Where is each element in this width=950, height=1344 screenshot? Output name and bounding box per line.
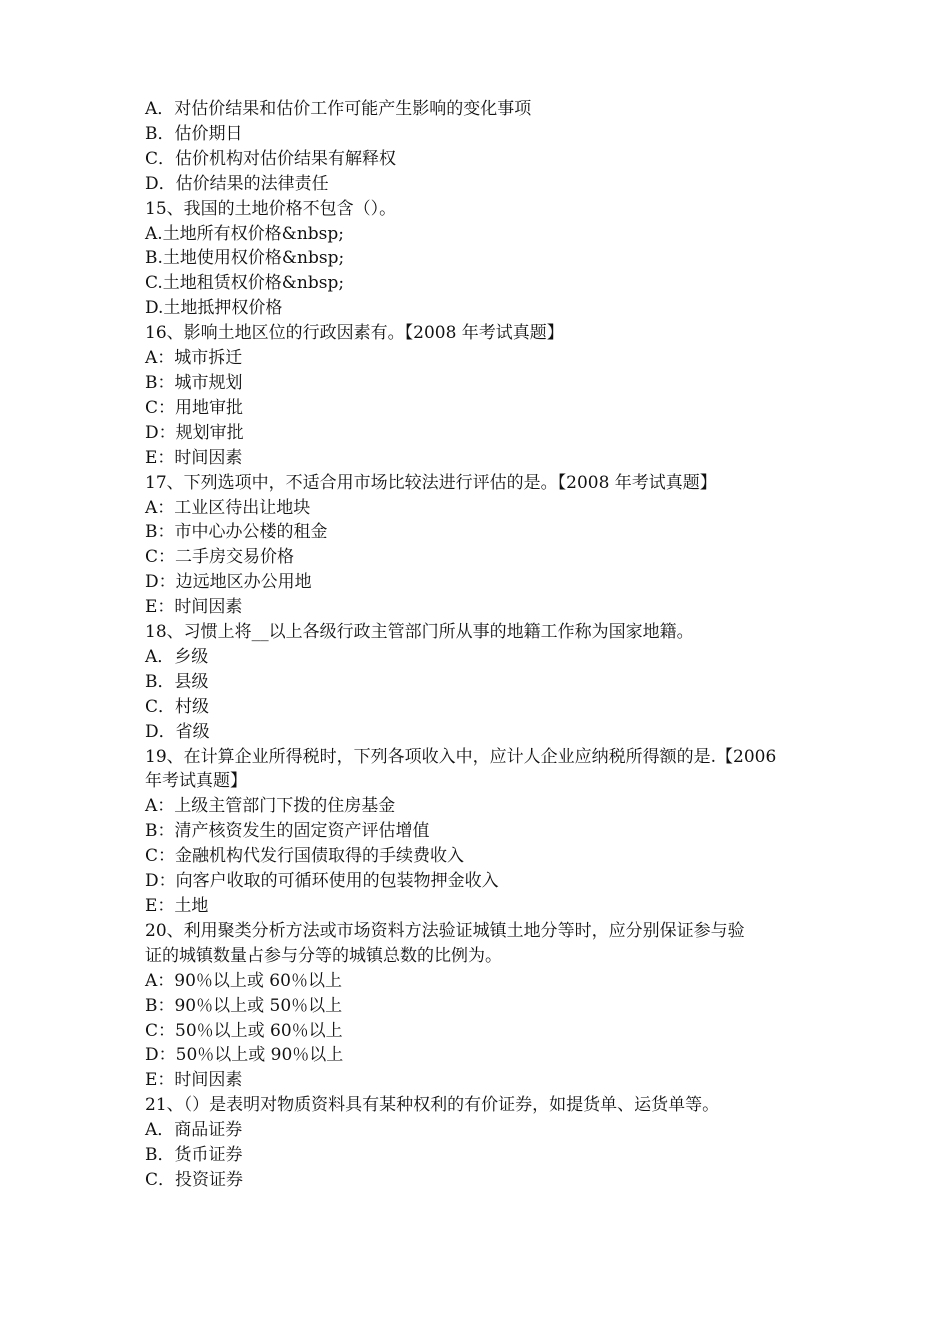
option-line: A：上级主管部门下拨的住房基金	[145, 796, 396, 817]
option-line: C：用地审批	[145, 397, 244, 418]
option-line: D.土地抵押权价格	[145, 298, 283, 319]
option-line: C：50％以上或 60％以上	[145, 1020, 343, 1041]
option-line: B：90％以上或 50％以上	[145, 995, 343, 1016]
option-line: A：工业区待出让地块	[145, 497, 311, 518]
option-line: B．货币证券	[145, 1145, 243, 1166]
option-line: E：时间因素	[145, 597, 243, 618]
option-line: E：土地	[145, 896, 209, 916]
option-line: C．村级	[145, 696, 210, 717]
option-line: A．商品证券	[145, 1120, 243, 1141]
option-line: A：90％以上或 60％以上	[145, 970, 342, 991]
question-20: 20、利用聚类分析方法或市场资料方法验证城镇土地分等时，应分别保证参与验	[145, 920, 745, 941]
question-19: 19、在计算企业所得税时，下列各项收入中，应计人企业应纳税所得额的是.【2006	[145, 746, 777, 767]
option-line: B．县级	[145, 671, 209, 692]
option-line: A．对估价结果和估价工作可能产生影响的变化事项	[145, 99, 532, 119]
option-line: A．乡级	[145, 646, 209, 667]
option-line: A.土地所有权价格&nbsp;	[145, 223, 344, 244]
option-line: B．估价期日	[145, 123, 243, 144]
option-line: C：金融机构代发行国债取得的手续费收入	[145, 846, 465, 867]
question-16: 16、影响土地区位的行政因素有。【2008 年考试真题】	[145, 323, 564, 344]
option-line: C．估价机构对估价结果有解释权	[145, 148, 397, 169]
question-18: 18、习惯上将__以上各级行政主管部门所从事的地籍工作称为国家地籍。	[145, 622, 694, 643]
option-line: C.土地租赁权价格&nbsp;	[145, 273, 345, 294]
option-line: C．投资证券	[145, 1169, 244, 1190]
option-line: B：清产核资发生的固定资产评估增值	[145, 821, 430, 842]
option-line: D．省级	[145, 721, 210, 742]
option-line: D：边远地区办公用地	[145, 572, 312, 593]
option-line: B.土地使用权价格&nbsp;	[145, 248, 345, 269]
option-line: E：时间因素	[145, 447, 243, 468]
option-line: D：50％以上或 90％以上	[145, 1045, 344, 1066]
question-21: 21、（）是表明对物质资料具有某种权利的有价证券，如提货单、运货单等。	[145, 1095, 720, 1116]
option-line: B：城市规划	[145, 372, 243, 393]
option-line: D：规划审批	[145, 422, 244, 443]
question-17: 17、下列选项中，不适合用市场比较法进行评估的是。【2008 年考试真题】	[145, 472, 717, 493]
option-line: C：二手房交易价格	[145, 547, 295, 568]
question-19-cont: 年考试真题】	[145, 771, 247, 792]
option-line: D：向客户收取的可循环使用的包装物押金收入	[145, 871, 499, 892]
question-20-cont: 证的城镇数量占参与分等的城镇总数的比例为。	[145, 945, 502, 966]
question-15: 15、我国的土地价格不包含（）。	[145, 198, 397, 219]
option-line: E：时间因素	[145, 1070, 243, 1091]
option-line: B：市中心办公楼的租金	[145, 522, 328, 543]
option-line: A：城市拆迁	[145, 348, 243, 369]
option-line: D．估价结果的法律责任	[145, 173, 329, 194]
document-body	[145, 97, 815, 1193]
